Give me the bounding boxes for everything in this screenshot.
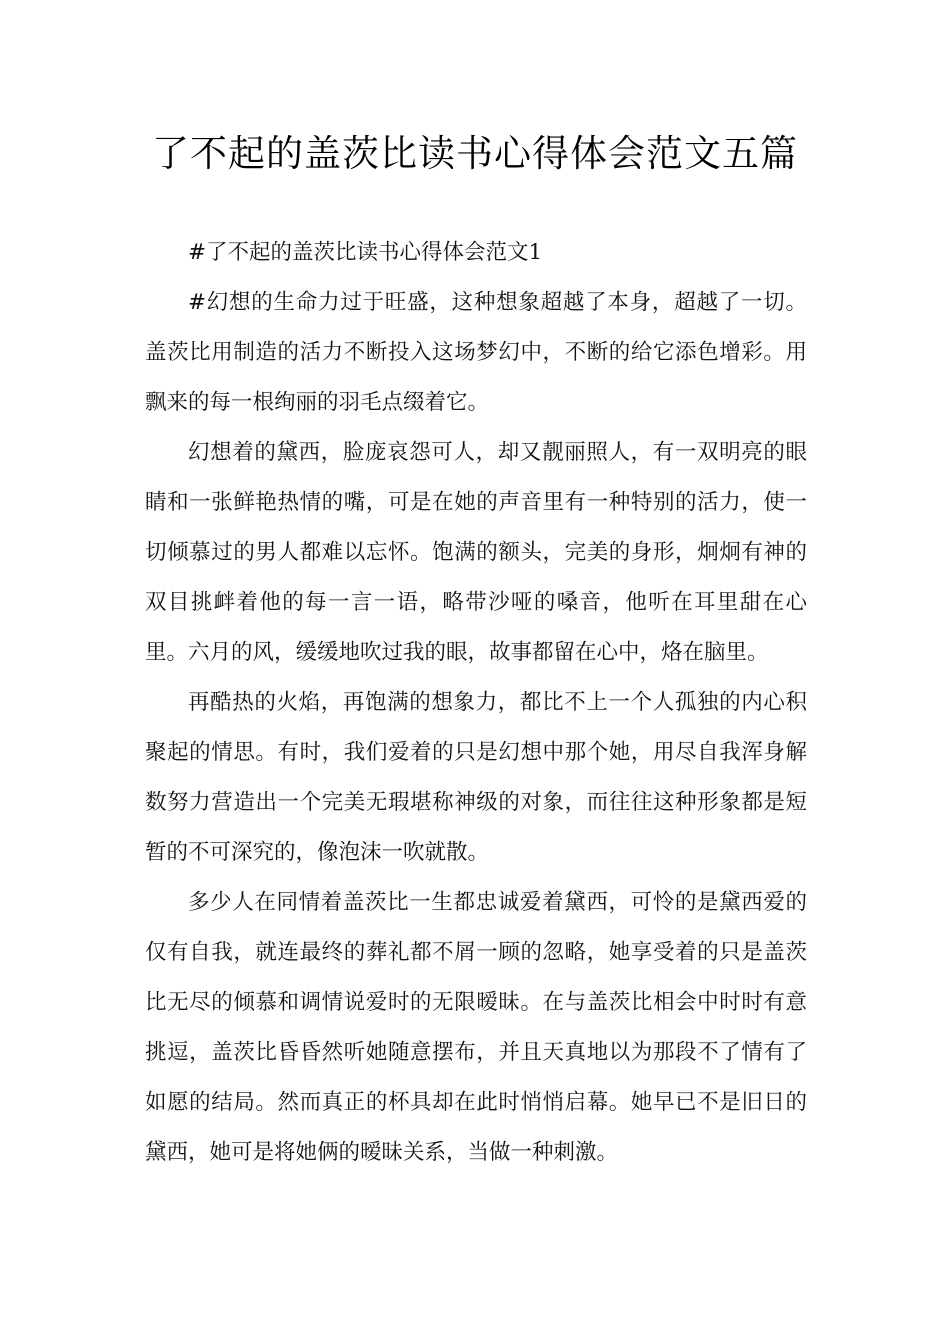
document-title: 了不起的盖茨比读书心得体会范文五篇 [152, 132, 798, 175]
paragraph: 再酷热的火焰，再饱满的想象力，都比不上一个人孤独的内心积聚起的情思。有时，我们爱着的只是幻想中那个她，用尽自我浑身解数努力营造出一个完美无瑕堪称神级的对象，而往往这种形象都是短暂的不可深究的，像泡沫一吹就散。 [145, 690, 807, 865]
section-heading: #了不起的盖茨比读书心得体会范文1 [188, 240, 543, 265]
paragraph: 幻想着的黛西，脸庞哀怨可人，却又靓丽照人，有一双明亮的眼睛和一张鲜艳热情的嘴，可是在她的声音里有一种特别的活力，使一切倾慕过的男人都难以忘怀。饱满的额头，完美的身形，炯炯有神的双目挑衅着他的每一言一语，略带沙哑的嗓音，他听在耳里甜在心里。六月的风，缓缓地吹过我的眼，故事都留在心中，烙在脑里。 [145, 440, 807, 665]
paragraph: #幻想的生命力过于旺盛，这种想象超越了本身，超越了一切。盖茨比用制造的活力不断投入这场梦幻中，不断的给它添色增彩。用飘来的每一根绚丽的羽毛点缀着它。 [145, 290, 807, 415]
document-body [145, 228, 807, 1178]
paragraph: 多少人在同情着盖茨比一生都忠诚爱着黛西，可怜的是黛西爱的仅有自我，就连最终的葬礼都不屑一顾的忽略，她享受着的只是盖茨比无尽的倾慕和调情说爱时的无限暧昧。在与盖茨比相会中时时有意挑逗，盖茨比昏昏然听她随意摆布，并且天真地以为那段不了情有了如愿的结局。然而真正的杯具却在此时悄悄启幕。她早已不是旧日的黛西，她可是将她俩的暧昧关系，当做一种刺激。 [145, 890, 807, 1165]
